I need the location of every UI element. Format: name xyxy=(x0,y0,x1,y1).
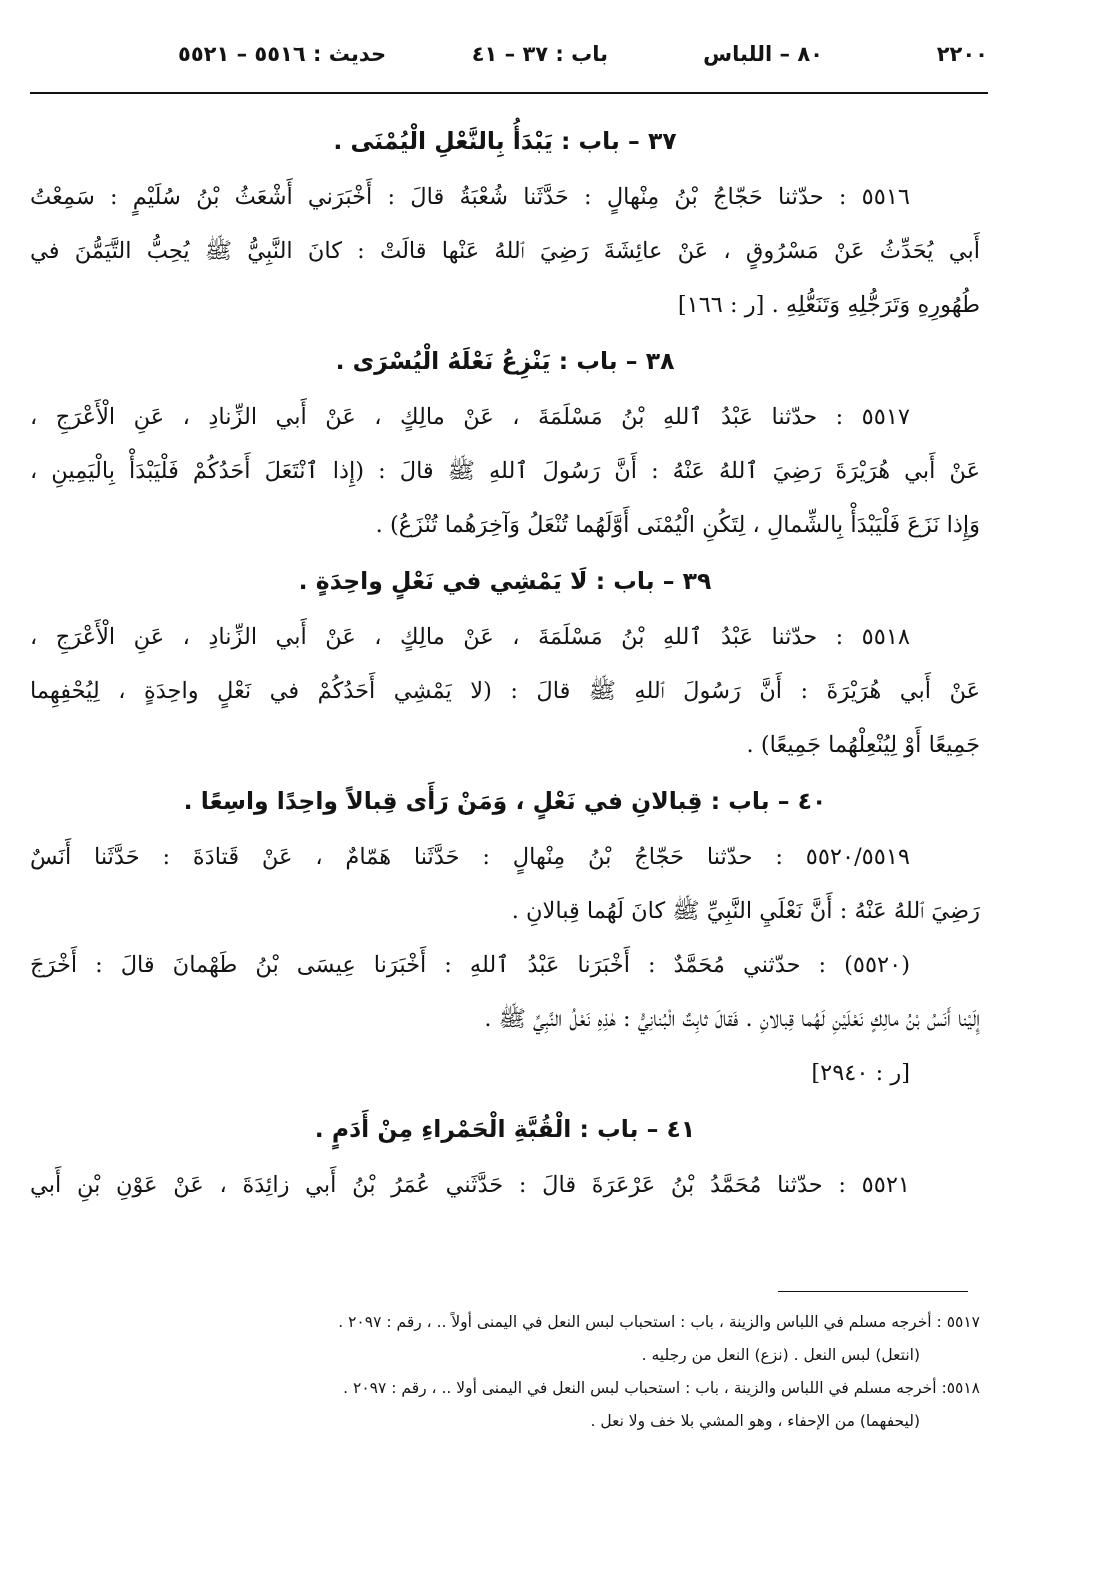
footnote-5517-line-1: ٥٥١٧ : أخرجه مسلم في اللباس والزينة ، باب : استحباب لبس النعل في اليمنى أولاً .. ، رقم : ٢٠٩٧ . xyxy=(338,1313,980,1331)
chapter-heading-40: ٤٠ – باب : قِبالانِ في نَعْلٍ ، وَمَنْ رَأَى قِبالاً واحِدًا واسِعًا . xyxy=(183,787,827,815)
hadith-range: حديث : ٥٥١٦ – ٥٥٢١ xyxy=(178,42,387,66)
running-header xyxy=(30,40,988,90)
hadith-5518-line-1: ٥٥١٨ : حدّثنا عَبْدُ ٱللهِ بْنُ مَسْلَمَةَ ، عَنْ مالِكٍ ، عَنْ أَبي الزِّنادِ ، عَنِ الْأَعْرَجِ ، xyxy=(30,624,910,650)
footnotes xyxy=(40,1306,980,1438)
hadith-5520-line-2: إِلَيْنا أَنَسُ بْنُ مالِكٍ نَعْلَيْنِ لَهُما قِبالانِ . فَقالَ ثابِتٌ الْبُنانِيُّ : هٰذِهِ نَعْلُ النَّبِيِّ ﷺ . xyxy=(484,1006,980,1032)
footnote-divider xyxy=(778,1291,968,1292)
chapter-heading-41: ٤١ – باب : الْقُبَّةِ الْحَمْراءِ مِنْ أَدَمٍ . xyxy=(314,1115,696,1143)
footnote-5518-line-2: (ليحفهما) من الإحفاء ، وهو المشي بلا خف ولا نعل . xyxy=(590,1412,920,1430)
hadith-5521-line-1: ٥٥٢١ : حدّثنا مُحَمَّدُ بْنُ عَرْعَرَةَ قالَ : حَدَّثَني عُمَرُ بْنُ أَبي زائِدَةَ ، عَنْ عَوْنِ بْنِ أَبي xyxy=(30,1172,910,1198)
hadith-5517-line-1: ٥٥١٧ : حدّثنا عَبْدُ ٱللهِ بْنُ مَسْلَمَةَ ، عَنْ مالِكٍ ، عَنْ أَبي الزِّنادِ ، عَنِ الْأَعْرَجِ ، xyxy=(30,404,910,430)
header-divider xyxy=(30,92,988,94)
hadith-5516-line-3: طُهُورِهِ وَتَرَجُّلِهِ وَتَنَعُّلِهِ . [ر : ١٦٦] xyxy=(677,292,980,318)
footnote-5518-line-1: ٥٥١٨: أخرجه مسلم في اللباس والزينة ، باب : استحباب لبس النعل في اليمنى أولا .. ، رقم : ٢٠٩٧ . xyxy=(343,1379,980,1397)
hadith-5520-line-1: (٥٥٢٠) : حدّثني مُحَمَّدٌ : أَخْبَرَنا عَبْدُ ٱللهِ : أَخْبَرَنا عِيسَى بْنُ طَهْمانَ قالَ : أَخْرَجَ xyxy=(30,952,910,978)
chapter-heading-38: ٣٨ – باب : يَنْزِعُ نَعْلَهُ الْيُسْرَى . xyxy=(335,347,675,375)
chapter-range: باب : ٣٧ – ٤١ xyxy=(471,42,608,66)
hadith-5516-line-2: أَبي يُحَدِّثُ عَنْ مَسْرُوقٍ ، عَنْ عائِشَةَ رَضِيَ ٱللهُ عَنْها قالَتْ : كانَ النَّبِيُّ ﷺ يُحِبُّ التَّيَمُّنَ في xyxy=(30,238,980,264)
hadith-5519-line-2: رَضِيَ ٱللهُ عَنْهُ : أَنَّ نَعْلَيِ النَّبِيِّ ﷺ كانَ لَهُما قِبالانِ . xyxy=(511,898,980,924)
chapter-heading-37: ٣٧ – باب : يَبْدَأُ بِالنَّعْلِ الْيُمْنَى . xyxy=(333,127,677,155)
chapter-heading-39: ٣٩ – باب : لَا يَمْشِي في نَعْلٍ واحِدَةٍ . xyxy=(298,567,712,595)
hadith-5518-line-2: عَنْ أَبي هُرَيْرَةَ : أَنَّ رَسُولَ ٱللهِ ﷺ قالَ : (لا يَمْشِي أَحَدُكُمْ في نَعْلٍ واحِدَةٍ ، لِيُحْفِهِما xyxy=(30,678,980,704)
page-number: ٢٢٠٠ xyxy=(936,42,988,66)
main-text xyxy=(30,112,980,1212)
book-title: ٨٠ – اللباس xyxy=(703,42,823,66)
hadith-5518-line-3: جَمِيعًا أَوْ لِيُنْعِلْهُما جَمِيعًا) . xyxy=(746,732,980,758)
hadith-5516-line-1: ٥٥١٦ : حدّثنا حَجّاجُ بْنُ مِنْهالٍ : حَدَّثَنا شُعْبَةُ قالَ : أَخْبَرَني أَشْعَثُ بْنُ سُلَيْمٍ : سَمِعْتُ xyxy=(30,184,910,210)
hadith-5517-line-2: عَنْ أَبي هُرَيْرَةَ رَضِيَ ٱللهُ عَنْهُ : أَنَّ رَسُولَ ٱللهِ ﷺ قالَ : (إِذا ٱنْتَعَلَ أَحَدُكُمْ فَلْيَبْدَأْ بِالْيَمِينِ ، xyxy=(30,458,980,484)
hadith-5519-line-1: ٥٥٢٠/٥٥١٩ : حدّثنا حَجّاجُ بْنُ مِنْهالٍ : حَدَّثَنا هَمّامٌ ، عَنْ قَتادَةَ : حَدَّثَنا أَنَسٌ xyxy=(30,844,910,870)
hadith-5517-line-3: وَإِذا نَزَعَ فَلْيَبْدَأْ بِالشِّمالِ ، لِتَكُنِ الْيُمْنَى أَوَّلَهُما تُنْعَلُ وَآخِرَهُما تُنْزَعُ) . xyxy=(375,512,980,538)
footnote-5517-line-2: (انتعل) لبس النعل . (نزع) النعل من رجليه . xyxy=(641,1346,920,1364)
hadith-5520-reference: [ر : ٢٩٤٠] xyxy=(811,1060,910,1086)
